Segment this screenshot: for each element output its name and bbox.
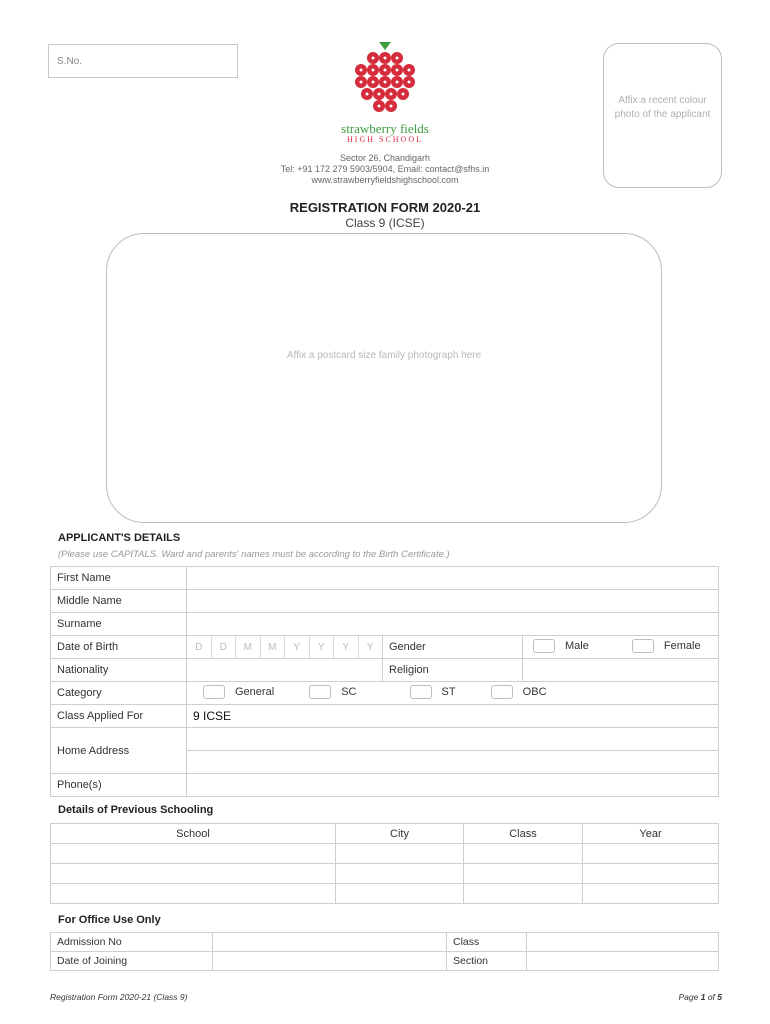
- school-address: [240, 153, 530, 186]
- previous-schooling-table: [50, 823, 719, 904]
- surname-label: Surname: [51, 613, 187, 636]
- dob-digit-cell[interactable]: Y: [366, 641, 374, 653]
- footer-form-name: Registration Form 2020-21 (Class 9): [50, 992, 188, 1002]
- surname-field[interactable]: [187, 613, 719, 636]
- table-row: [51, 884, 719, 904]
- table-row: [51, 864, 719, 884]
- applicant-photo-box[interactable]: [603, 43, 722, 188]
- phone-field[interactable]: [187, 774, 719, 797]
- applicant-section-note: (Please use CAPITALS. Ward and parents' names must be according to the Birth Certificate.): [58, 549, 450, 560]
- class-applied-label: Class Applied For: [51, 705, 187, 728]
- category-sc-option[interactable]: [309, 685, 356, 699]
- applicant-section-title: APPLICANT'S DETAILS: [58, 532, 181, 544]
- family-photo-instruction: Affix a postcard size family photograph here: [286, 350, 482, 361]
- year-cell[interactable]: [583, 864, 719, 884]
- gender-label: Gender: [383, 636, 523, 659]
- middle-name-field[interactable]: [187, 590, 719, 613]
- section-label: Section: [447, 952, 527, 971]
- website-line: www.strawberryfieldshighschool.com: [311, 175, 459, 185]
- page-current: 1: [700, 992, 706, 1002]
- class-applied-value[interactable]: 9 ICSE: [187, 705, 719, 728]
- gender-female-option[interactable]: [632, 639, 701, 653]
- contact-line: Tel: +91 172 279 5903/5904, Email: contact@sfhs.in: [280, 164, 490, 174]
- st-checkbox[interactable]: [410, 685, 432, 699]
- dob-digit-cell[interactable]: D: [187, 636, 212, 658]
- gender-options: [523, 636, 719, 659]
- school-cell[interactable]: [51, 844, 336, 864]
- dob-cells: [187, 636, 382, 658]
- dob-digit-cell[interactable]: M: [236, 636, 261, 658]
- serial-number-label: S.No.: [57, 56, 83, 67]
- dob-digit-cell[interactable]: Y: [310, 636, 335, 658]
- column-header-city: City: [336, 824, 464, 844]
- page-mid: of: [705, 992, 718, 1002]
- office-class-label: Class: [447, 933, 527, 952]
- school-subtitle: HIGH SCHOOL: [347, 135, 423, 144]
- dob-digit-cell[interactable]: D: [212, 636, 237, 658]
- admission-no-field[interactable]: [213, 933, 447, 952]
- female-checkbox[interactable]: [632, 639, 654, 653]
- address-line: Sector 26, Chandigarh: [339, 153, 431, 163]
- gender-male-option[interactable]: [533, 639, 589, 653]
- home-address-label: Home Address: [51, 728, 187, 774]
- city-cell[interactable]: [336, 884, 464, 904]
- office-class-field[interactable]: [527, 933, 719, 952]
- sc-label: SC: [341, 685, 357, 698]
- home-address-line2-field[interactable]: [187, 751, 719, 774]
- page-number: [679, 992, 723, 1002]
- school-logo-icon: [345, 40, 425, 120]
- school-cell[interactable]: [51, 884, 336, 904]
- general-label: General: [235, 685, 275, 698]
- date-joining-field[interactable]: [213, 952, 447, 971]
- column-header-class: Class: [464, 824, 583, 844]
- school-name: strawberry fields: [341, 121, 429, 136]
- general-checkbox[interactable]: [203, 685, 225, 699]
- phone-label: Phone(s): [51, 774, 187, 797]
- category-obc-option[interactable]: [491, 685, 547, 699]
- middle-name-label: Middle Name: [51, 590, 187, 613]
- date-joining-label: Date of Joining: [51, 952, 213, 971]
- religion-label: Religion: [383, 659, 523, 682]
- nationality-label: Nationality: [51, 659, 187, 682]
- class-cell[interactable]: [464, 844, 583, 864]
- column-header-year: Year: [583, 824, 719, 844]
- obc-checkbox[interactable]: [491, 685, 513, 699]
- obc-label: OBC: [522, 685, 547, 698]
- class-cell[interactable]: [464, 864, 583, 884]
- male-checkbox[interactable]: [533, 639, 555, 653]
- dob-field[interactable]: [187, 636, 383, 659]
- dob-digit-cell[interactable]: M: [261, 636, 286, 658]
- year-cell[interactable]: [583, 884, 719, 904]
- table-row: [51, 844, 719, 864]
- page-total: 5: [717, 992, 722, 1002]
- dob-digit-cell[interactable]: Y: [334, 636, 359, 658]
- first-name-label: First Name: [51, 567, 187, 590]
- st-label: ST: [441, 685, 456, 698]
- office-use-table: [50, 932, 719, 971]
- applicant-table: [50, 566, 719, 797]
- serial-number-field[interactable]: [48, 44, 238, 78]
- home-address-line1-field[interactable]: [187, 728, 719, 751]
- section-field[interactable]: [527, 952, 719, 971]
- first-name-field[interactable]: [187, 567, 719, 590]
- city-cell[interactable]: [336, 844, 464, 864]
- form-class: Class 9 (ICSE): [345, 216, 425, 230]
- applicant-photo-instruction: Affix a recent colour photo of the applicant: [614, 95, 711, 120]
- office-use-title: For Office Use Only: [58, 914, 161, 926]
- category-options: [187, 682, 719, 705]
- category-label: Category: [51, 682, 187, 705]
- admission-no-label: Admission No: [51, 933, 213, 952]
- year-cell[interactable]: [583, 844, 719, 864]
- sc-checkbox[interactable]: [309, 685, 331, 699]
- family-photo-box[interactable]: [106, 233, 662, 523]
- page-prefix: Page: [678, 992, 701, 1002]
- category-st-option[interactable]: [410, 685, 456, 699]
- form-title: REGISTRATION FORM 2020-21: [289, 200, 481, 215]
- category-general-option[interactable]: [203, 685, 274, 699]
- dob-label: Date of Birth: [51, 636, 187, 659]
- column-header-school: School: [51, 824, 336, 844]
- dob-digit-cell[interactable]: Y: [285, 636, 310, 658]
- religion-field[interactable]: [523, 659, 719, 682]
- nationality-field[interactable]: [187, 659, 383, 682]
- class-cell[interactable]: [464, 884, 583, 904]
- previous-schooling-title: Details of Previous Schooling: [58, 804, 214, 816]
- school-cell[interactable]: [51, 864, 336, 884]
- male-label: Male: [565, 639, 589, 652]
- female-label: Female: [663, 639, 701, 652]
- city-cell[interactable]: [336, 864, 464, 884]
